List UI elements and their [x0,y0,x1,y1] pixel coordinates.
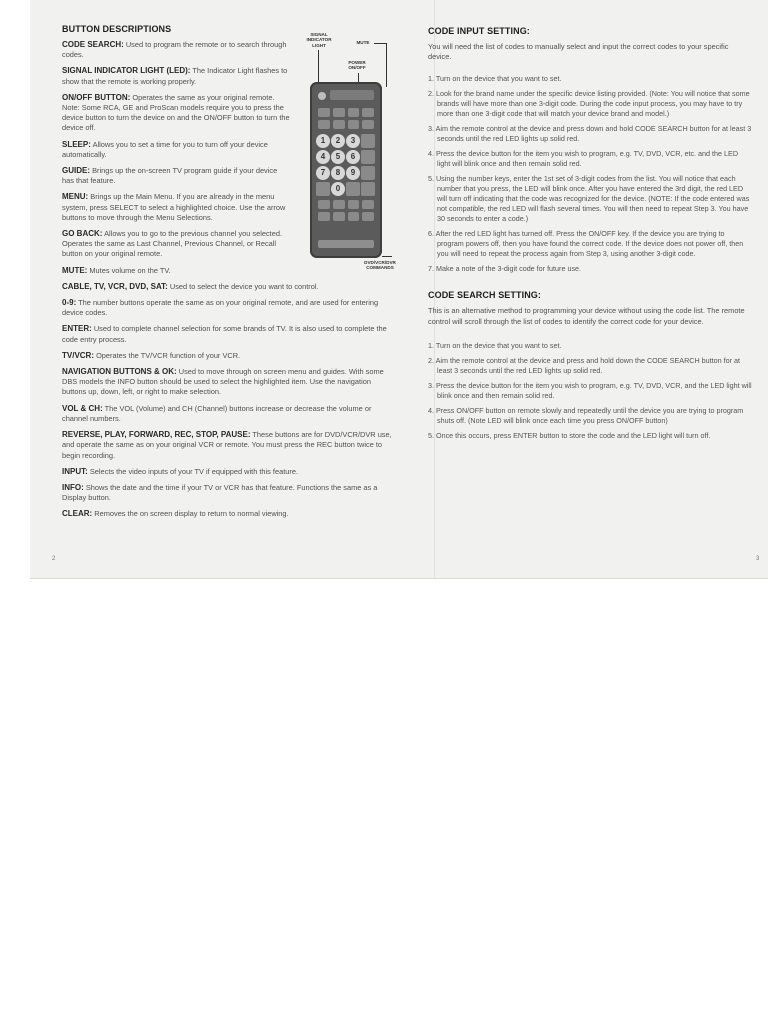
number-pad [316,134,376,196]
desc-clear: CLEAR: Removes the on screen display to return to normal viewing. [62,509,289,519]
desc-input: INPUT: Selects the video inputs of your TV if equipped with this feature. [62,466,298,476]
desc-mute: MUTE: Mutes volume on the TV. [62,265,171,275]
code-input-intro: You will need the list of codes to manually select and input the correct codes to your specific device. [428,42,729,62]
signal-indicator-callout: SIGNAL INDICATOR LIGHT [306,32,332,48]
desc-enter: ENTER: Used to complete channel selection for some brands of TV. It is also used to complete the code entry process. [62,324,387,344]
desc-sleep: SLEEP: Allows you to set a time for you to turn off your device automatically. [62,139,268,159]
ch-down-button [361,182,375,196]
desc-device-buttons: CABLE, TV, VCR, DVD, SAT: Used to select the device you want to control. [62,281,319,291]
remote-button [348,120,360,129]
desc-vol-ch: VOL & CH: The VOL (Volume) and CH (Channel) buttons increase or decrease the volume or channel numbers. [62,403,372,423]
code-search-step: 2. Aim the remote control at the device and press and hold down the CODE SEARCH button for at least 3 seconds until the red LED lights up solid red. [428,355,741,375]
desc-info: INFO: Shows the date and the time if your TV or VCR has that feature. Functions the same as a Display button. [62,482,378,503]
dvd-leader-line [382,256,392,257]
desc-navigation: NAVIGATION BUTTONS & OK: Used to move through on screen menu and guides. With some DBS models the INFO button should be used to select the highlighted item. Use the navigation buttons up, down, left, or right to make selection. [62,367,384,397]
signal-leader-line [318,50,319,84]
transport-button-grid [318,200,374,221]
remote-button [318,120,330,129]
code-search-intro: This is an alternative method to programming your device without using the code list. The remote control will scroll through the list of codes to identify the correct code for your device. [428,306,745,326]
digit-button-0: 0 [331,182,345,196]
code-input-step: 3. Aim the remote control at the device and press down and hold CODE SEARCH button for at least 3 seconds until the red LED lights up solid red. [428,124,752,144]
led-indicator [318,92,326,100]
code-input-steps [428,74,752,274]
device-button-grid [318,108,374,129]
digit-button-1: 1 [316,134,330,148]
input-button [348,212,360,221]
desc-code-search: CODE SEARCH: Used to program the remote or to search through codes. [62,40,287,60]
code-input-heading: CODE INPUT SETTING: [428,26,530,36]
code-input-step: 1. Turn on the device that you want to set. [428,74,562,84]
remote-button [333,108,345,117]
digit-button-4: 4 [316,150,330,164]
button-descriptions-heading: BUTTON DESCRIPTIONS [62,24,172,34]
code-search-step: 5. Once this occurs, press ENTER button to store the code and the LED light will turn off. [428,430,711,440]
remote-button [362,108,374,117]
code-search-heading: CODE SEARCH SETTING: [428,290,542,301]
clear-button [362,212,374,221]
power-callout: POWER ON/OFF [348,60,366,71]
forward-button [348,200,360,209]
remote-button [348,108,360,117]
rewind-button [318,200,330,209]
digit-button-5: 5 [331,150,345,164]
code-search-step: 3. Press the device button for the item you wish to program, e.g. TV, DVD, VCR, and the LED light will blink once and then remain solid red. [428,380,752,400]
pause-button [333,212,345,221]
remote-button [362,120,374,129]
remote-label-panel [330,90,374,100]
right-page-number: 3 [756,556,760,562]
digit-button-3: 3 [346,134,360,148]
brand-strip [318,240,374,248]
left-page-number: 2 [52,556,56,562]
desc-signal-indicator: SIGNAL INDICATOR LIGHT (LED): The Indicator Light flashes to show that the remote is working properly. [62,66,288,86]
code-input-step: 7. Make a note of the 3-digit code for future use. [428,264,582,274]
desc-guide: GUIDE: Brings up the on-screen TV program guide if your device has that feature. [62,166,278,186]
code-search-steps [428,341,752,441]
remote-illustration [300,32,400,282]
code-search-step: 4. Press ON/OFF button on remote slowly and repeatedly until the device you are trying to program shuts off. (Note LED will blink once each time you press ON/OFF button) [428,405,744,425]
right-page [428,26,752,446]
digit-button-2: 2 [331,134,345,148]
code-input-step: 2. Look for the brand name under the specific device listing provided. (Note: You will notice that some brands will have more than one 3-digit code. During the code input process, you may have to try more than one 3-digit code that will match your device brand and model.) [428,89,750,119]
remote-button [318,108,330,117]
desc-transport: REVERSE, PLAY, FORWARD, REC, STOP, PAUSE: These buttons are for DVD/VCR/DVR use, and operate the same as on your original VCR or remote. You must press the REC button twice to begin recording. [62,430,392,460]
mute-callout: MUTE [356,40,370,45]
stop-button [318,212,330,221]
code-search-step: 1. Turn on the device that you want to set. [428,340,562,350]
vol-up-button [361,134,375,148]
play-button [333,200,345,209]
desc-go-back: GO BACK: Allows you to go to the previous channel you selected. Operates the same as Last Channel, Previous Channel, or Recall button on your original remote. [62,229,283,259]
digit-button-6: 6 [346,150,360,164]
rec-button [362,200,374,209]
vol-down-button [361,150,375,164]
dvd-vcr-dvr-callout: DVD/VCR/DVR COMMANDS [364,260,396,271]
code-input-step: 6. After the red LED light has turned off. Press the ON/OFF key. If the device you are trying to program powers off, then you have found the correct code. If the device does not power off, then you will need to repeat the process again from Step 3, using another 3-digit code. [428,229,744,259]
digit-button-9: 9 [346,166,360,180]
desc-number-buttons: 0-9: The number buttons operate the same as on your original remote, and are used for entering device codes. [62,298,379,318]
remote-body [310,82,382,258]
code-input-step: 4. Press the device button for the item you wish to program, e.g. TV, DVD, VCR, etc. and the LED light will blink once and then remain solid red. [428,149,739,169]
digit-button-7: 7 [316,166,330,180]
desc-menu: MENU: Brings up the Main Menu. If you are already in the menu system, press SELECT to select a highlighted choice. Use the arrow buttons to move through the Menu Selections. [62,192,286,222]
tv-vcr-button [346,182,360,196]
enter-button [316,182,330,196]
digit-button-8: 8 [331,166,345,180]
desc-on-off: ON/OFF BUTTON: Operates the same as your original remote. Note: Some RCA, GE and ProScan models require you to press the device button to turn the device on and the ON/OFF button to turn the device off. [62,92,290,133]
remote-button [333,120,345,129]
mute-leader-drop [386,43,387,87]
code-input-step: 5. Using the number keys, enter the 1st set of 3-digit codes from the list. You will notice that each number that you press, the LED will blink once. After you have entered the 3rd digit, the red LED will turn off indicating that the code was recognized for the device. (NOTE: If the code entered was not compatible, the red LED will flash several times. You will then need to repeat Step 3. You have 30 seconds to enter a code.) [428,174,750,224]
mute-leader-line [374,43,386,44]
ch-up-button [361,166,375,180]
desc-tv-vcr: TV/VCR: Operates the TV/VCR function of your VCR. [62,350,241,360]
